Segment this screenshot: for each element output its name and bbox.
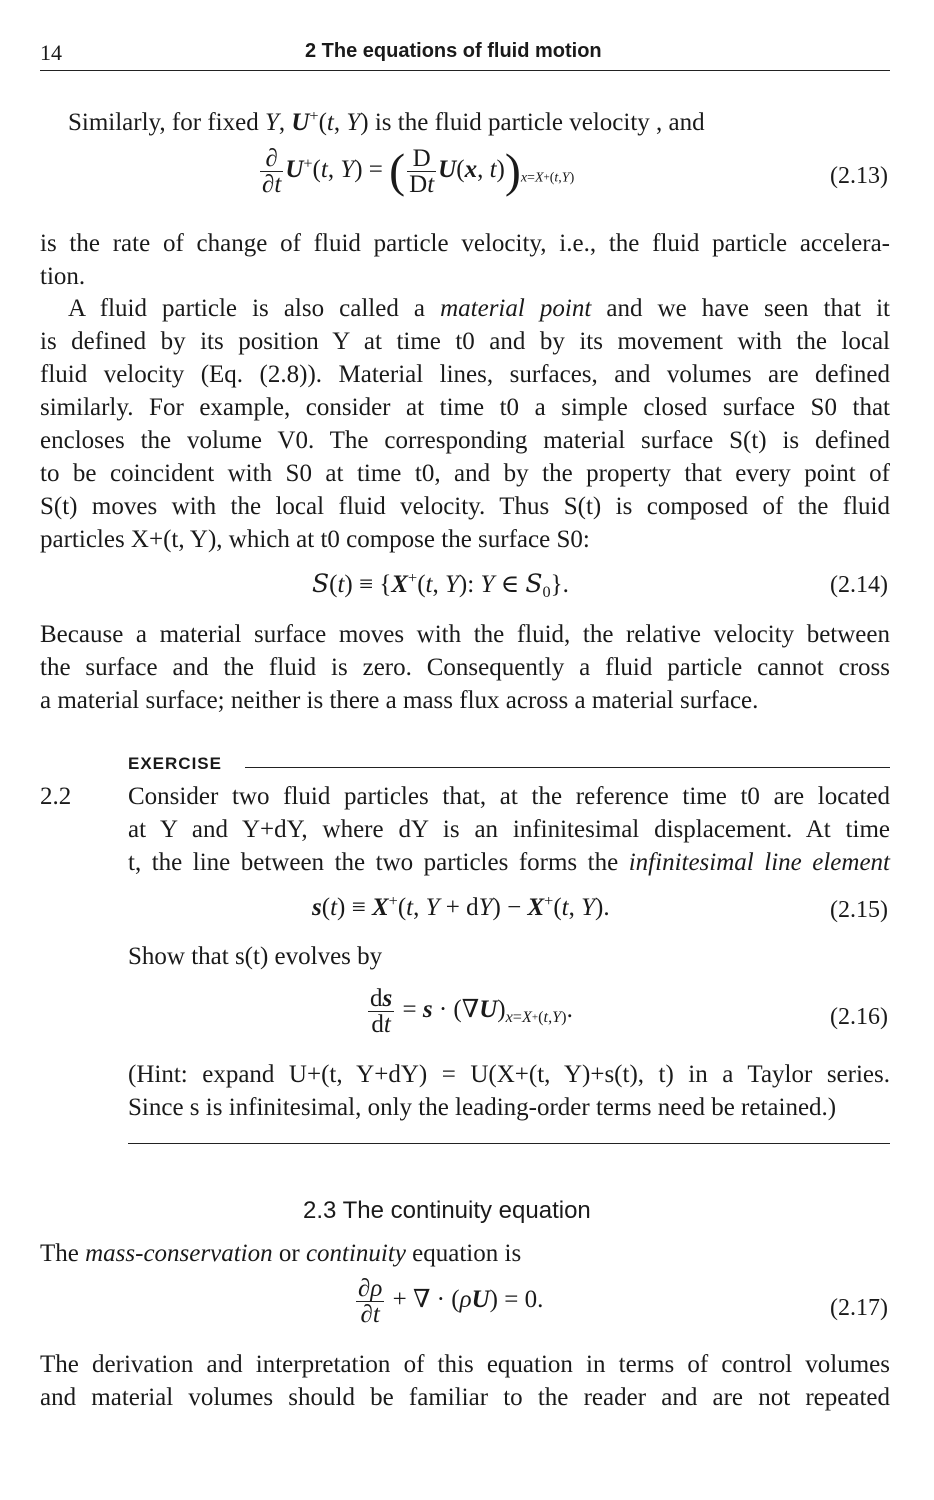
paragraph-3-line-7: S(t) moves with the local fluid velocity. Thus S(t) is composed of the fluid xyxy=(40,493,890,520)
paragraph-1: Similarly, for fixed Y, U+(t, Y) is the fluid particle velocity , and xyxy=(68,107,705,136)
equation-number-2-14: (2.14) xyxy=(830,572,888,598)
paragraph-4-line-3: a material surface; neither is there a mass flux across a material surface. xyxy=(40,687,759,714)
paragraph-3-line-5: encloses the volume V0. The corresponding material surface S(t) is defined xyxy=(40,427,890,454)
exercise-line-3: t, the line between the two particles forms the infinitesimal line element xyxy=(128,849,890,876)
equation-number-2-17: (2.17) xyxy=(830,1295,888,1321)
closing-line-2: and material volumes should be familiar to the reader and are not repeated xyxy=(40,1384,890,1411)
equation-number-2-16: (2.16) xyxy=(830,1004,888,1030)
exercise-line-2: at Y and Y+dY, where dY is an infinitesimal displacement. At time xyxy=(128,816,890,843)
emphasis-continuity: continuity xyxy=(305,1240,406,1267)
paragraph-1-text: Similarly, for fixed xyxy=(68,109,259,136)
section-intro: The mass-conservation or continuity equation is xyxy=(40,1240,522,1267)
paragraph-3-line-6: to be coincident with S0 at time t0, and by the property that every point of xyxy=(40,460,890,487)
equation-2-15: s(t) ≡ X+(t, Y + dY) − X+(t, Y). xyxy=(312,892,610,921)
exercise-line-1: Consider two fluid particles that, at the reference time t0 are located xyxy=(128,783,890,810)
equation-2-13: $\frac{\partial}{\partial t}$ U+(t, Y) = ( $\frac{D}{Dt}$ U(x, $t))_{x=X+(t,Y)}$ xyxy=(262,144,575,198)
exercise-hint-line-1: (Hint: expand U+(t, Y+dY) = U(X+(t, Y)+s(t), t) in a Taylor series. xyxy=(128,1061,890,1088)
closing-line-1: The derivation and interpretation of this equation in terms of control volumes xyxy=(40,1351,890,1378)
equation-2-14: S(t) ≡ {X+(t, Y): Y ∈ $S_0$}. xyxy=(312,569,569,601)
exercise-heading: EXERCISE xyxy=(128,754,222,773)
emphasis-infinitesimal-line-element: infinitesimal line element xyxy=(628,849,890,876)
emphasis-mass-conservation: mass-conservation xyxy=(85,1240,273,1267)
paragraph-3-line-3: fluid velocity (Eq. (2.8)). Material lines, surfaces, and volumes are defined xyxy=(40,361,890,388)
section-heading: 2.3 The continuity equation xyxy=(303,1197,591,1224)
emphasis-material-point: material point xyxy=(440,295,592,322)
paragraph-3-line-4: similarly. For example, consider at time t0 a simple closed surface S0 that xyxy=(40,394,890,421)
equation-number-2-13: (2.13) xyxy=(830,163,888,189)
running-title: 2 The equations of fluid motion xyxy=(305,40,602,62)
exercise-show-line: Show that s(t) evolves by xyxy=(128,943,383,970)
equation-2-16: $\frac{ds}{dt}$ = $s \cdot (\nabla U)_{x=X+(t,Y)}$. xyxy=(370,985,573,1038)
page-number: 14 xyxy=(40,40,62,65)
paragraph-4-line-1: Because a material surface moves with the fluid, the relative velocity between xyxy=(40,621,890,648)
paragraph-3-line-2: is defined by its position Y at time t0 and by its movement with the local xyxy=(40,328,890,355)
equation-number-2-15: (2.15) xyxy=(830,897,888,923)
paragraph-2-line-1: is the rate of change of fluid particle velocity, i.e., the fluid particle accelera- xyxy=(40,230,890,257)
exercise-heading-rule xyxy=(245,767,890,768)
paragraph-3-line-8: particles X+(t, Y), which at t0 compose the surface S0: xyxy=(40,526,590,553)
exercise-hint-line-2: Since s is infinitesimal, only the leading-order terms need be retained.) xyxy=(128,1094,837,1121)
exercise-number: 2.2 xyxy=(40,783,72,810)
equation-2-17: $\frac{\partial\rho}{\partial t}$ + ∇ · (ρU) = 0. xyxy=(358,1275,544,1328)
paragraph-4-line-2: the surface and the fluid is zero. Consequently a fluid particle cannot cross xyxy=(40,654,890,681)
exercise-end-rule xyxy=(128,1143,890,1144)
header-rule xyxy=(40,70,890,71)
paragraph-3-line-1: A fluid particle is also called a material point and we have seen that it xyxy=(68,295,890,322)
paragraph-2-line-2: tion. xyxy=(40,263,86,290)
